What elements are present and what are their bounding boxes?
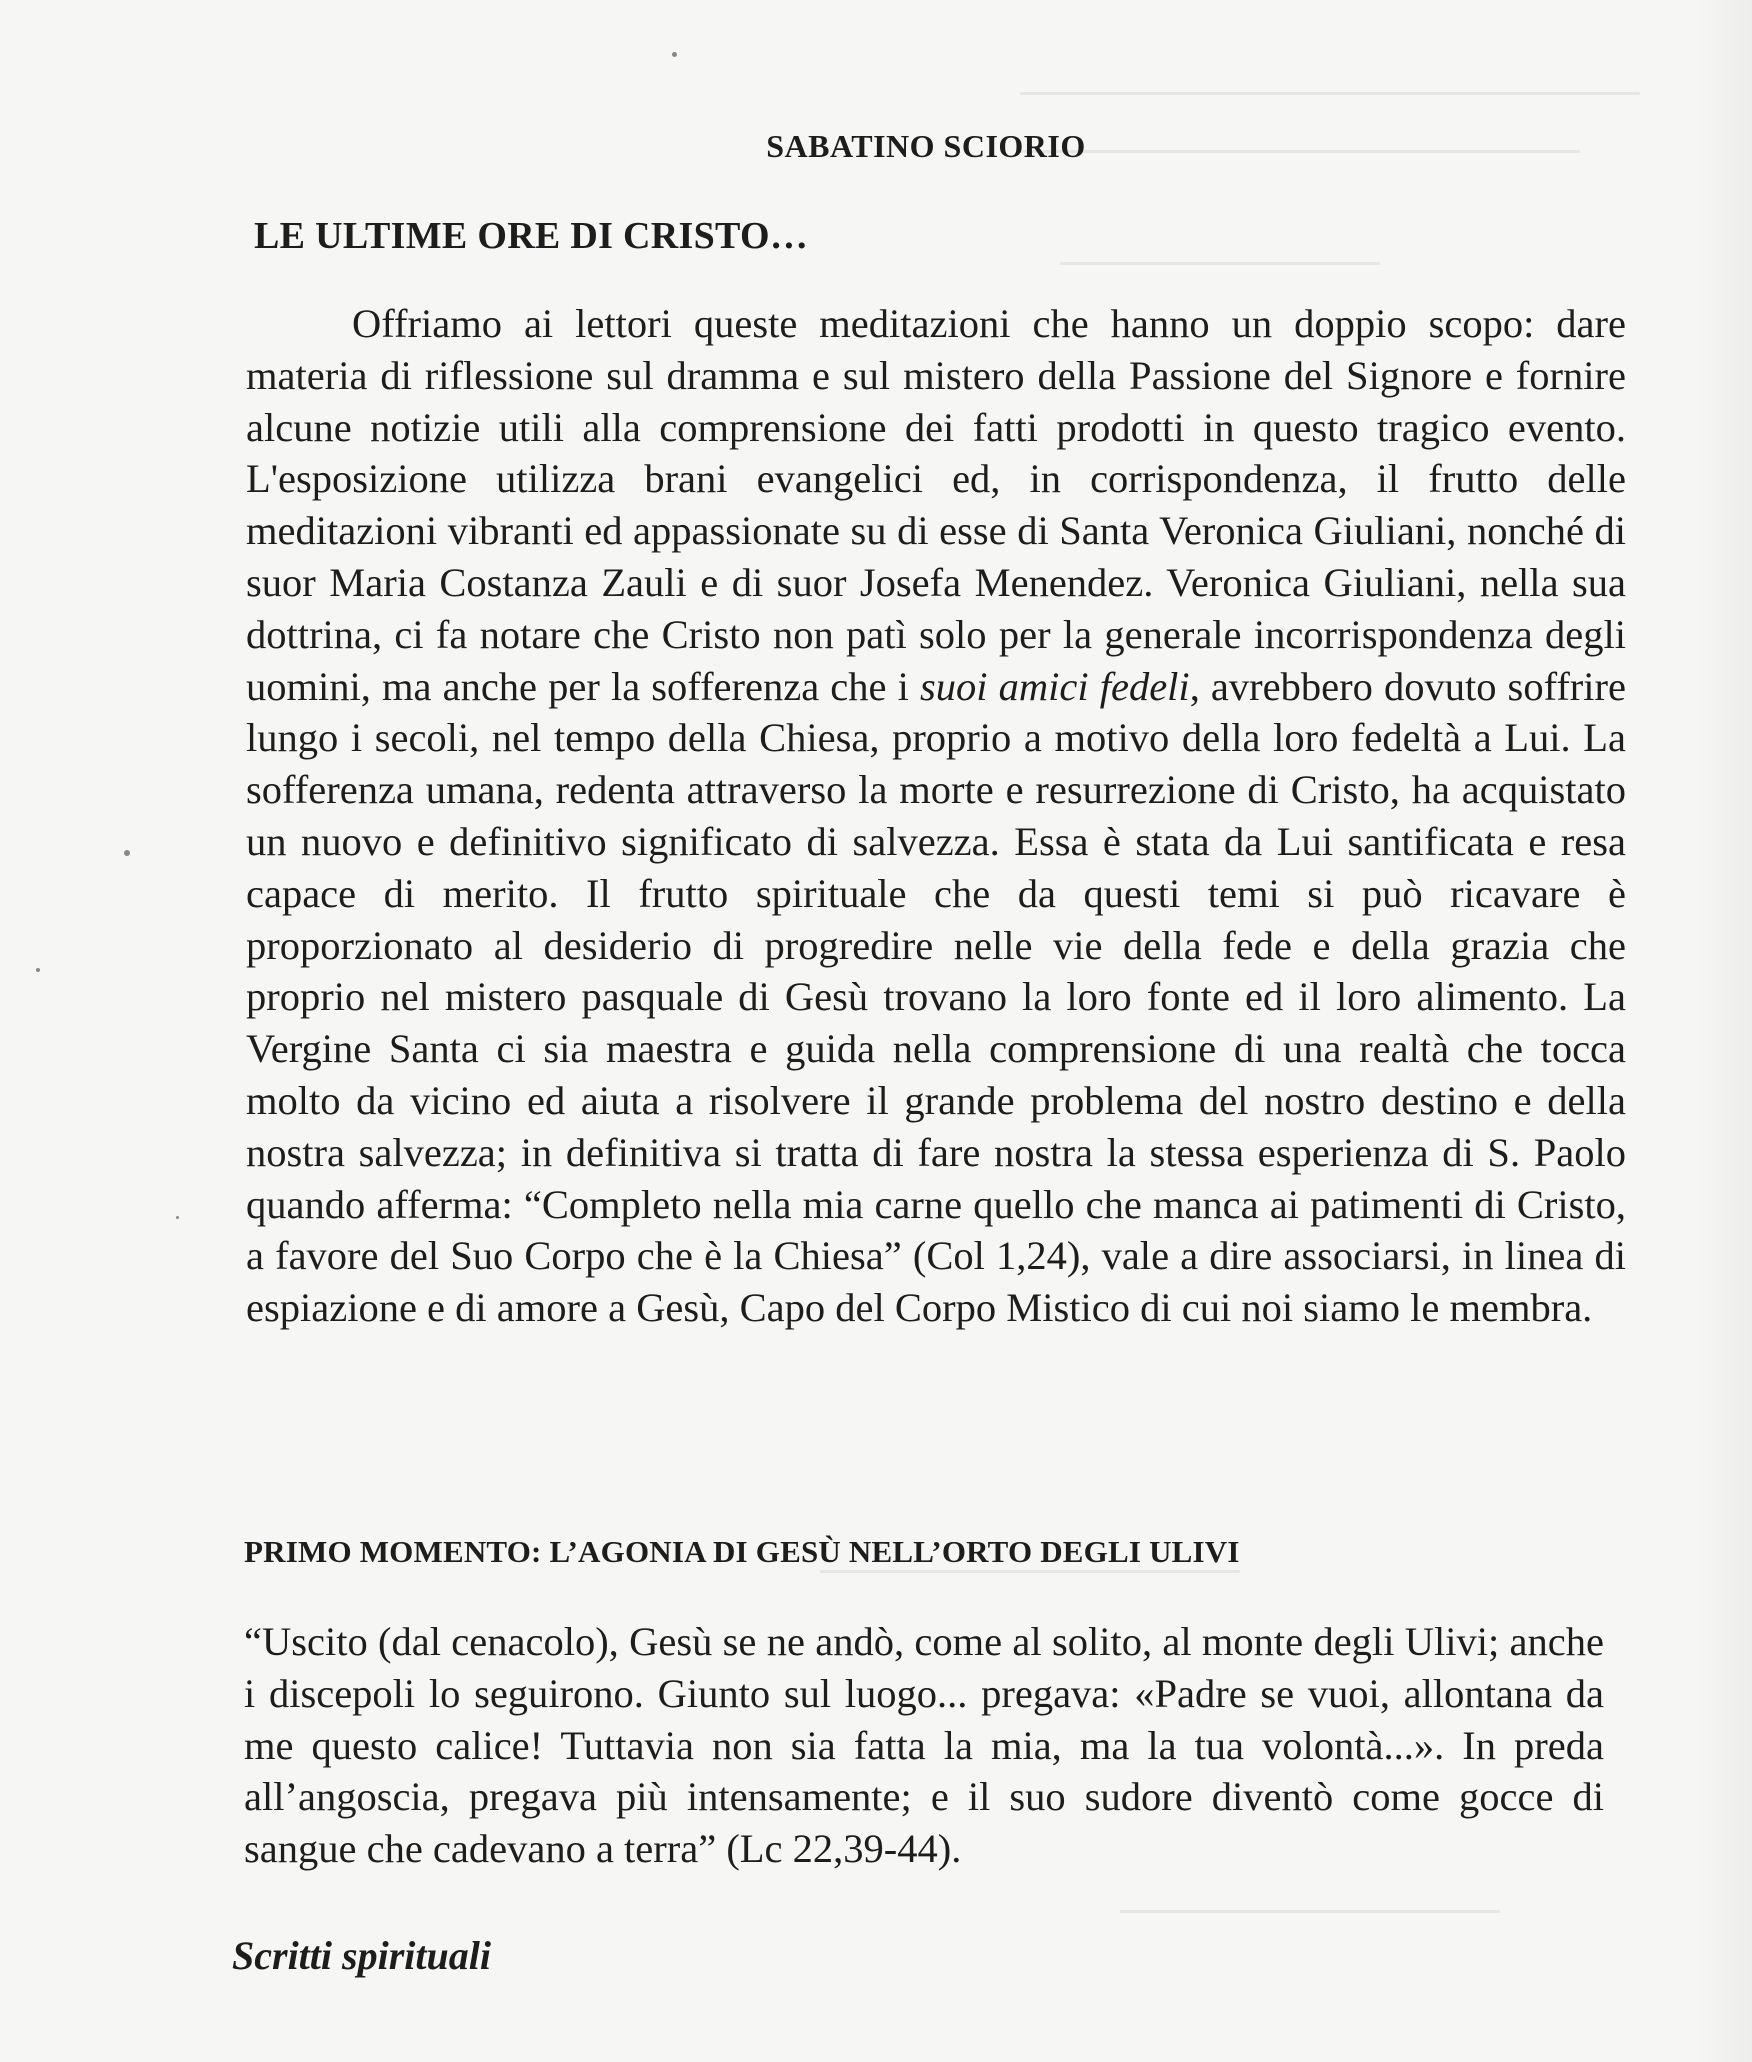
section-heading: PRIMO MOMENTO: L’AGONIA DI GESÙ NELL’ORTO DEGLI ULIVI bbox=[244, 1534, 1240, 1569]
bleed-through-mark bbox=[820, 1570, 1240, 1573]
intro-italic-phrase: suoi amici fedeli bbox=[920, 663, 1190, 709]
intro-text-part: Offriamo ai lettori queste meditazioni che hanno un doppio scopo: dare materia di riflessione sul dramma e sul mistero della Passione del Signore e fornire alcune notizie utili alla comprensione dei fatti prodotti in questo tragico evento. L'esposizione utilizza brani evangelici ed, in corrispondenza, il frutto delle meditazioni vibranti ed appassionate su di esse di Santa Veronica Giuliani, nonché di suor Maria Costanza Zauli e di suor Josefa Menendez. Veronica Giuliani, nella sua dottrina, ci fa notare che Cristo non patì solo per la generale incorrispondenza degli uomini, ma anche per la sofferenza che i bbox=[246, 301, 1626, 709]
article-title: LE ULTIME ORE DI CRISTO… bbox=[254, 215, 809, 257]
footer-label: Scritti spirituali bbox=[232, 1933, 491, 1978]
dust-speck bbox=[672, 52, 677, 57]
intro-paragraph bbox=[246, 298, 1626, 1334]
intro-text-part: , avrebbero dovuto soffrire lungo i secoli, nel tempo della Chiesa, proprio a motivo della loro fedeltà a Lui. La sofferenza umana, redenta attraverso la morte e resurrezione di Cristo, ha acquistato un nuovo e definitivo significato di salvezza. Essa è stata da Lui santificata e resa capace di merito. Il frutto spirituale che da questi temi si può ricavare è proporzionato al desiderio di progredire nelle vie della fede e della grazia che proprio nel mistero pasquale di Gesù trovano la loro fonte ed il loro alimento. La Vergine Santa ci sia maestra e guida nella comprensione di una realtà che tocca molto da vicino ed aiuta a risolvere il grande problema del nostro destino e della nostra salvezza; in definitiva si tratta di fare nostra la stessa esperienza di S. Paolo quando afferma: “Completo nella mia carne quello che manca ai patimenti di Cristo, a favore del Suo Corpo che è la Chiesa” (Col 1,24), vale a dire associarsi, in linea di espiazione e di amore a Gesù, Capo del Corpo Mistico di cui noi siamo le membra. bbox=[246, 663, 1627, 1331]
bleed-through-mark bbox=[1060, 262, 1380, 265]
page-edge-shadow bbox=[1692, 0, 1752, 2062]
bleed-through-mark bbox=[1120, 1910, 1500, 1913]
gospel-quote: “Uscito (dal cenacolo), Gesù se ne andò, come al solito, al monte degli Ulivi; anche i discepoli lo seguirono. Giunto sul luogo... pregava: «Padre se vuoi, allontana da me questo calice! Tuttavia non sia fatta la mia, ma la tua volontà...». In preda all’angoscia, pregava più intensamente; e il suo sudore diventò come gocce di sangue che cadevano a terra” (Lc 22,39-44). bbox=[244, 1619, 1604, 1872]
dust-speck bbox=[36, 968, 40, 972]
bleed-through-mark bbox=[1020, 92, 1640, 95]
dust-speck bbox=[176, 1216, 179, 1219]
author-name: SABATINO SCIORIO bbox=[766, 128, 1086, 164]
dust-speck bbox=[124, 850, 130, 856]
